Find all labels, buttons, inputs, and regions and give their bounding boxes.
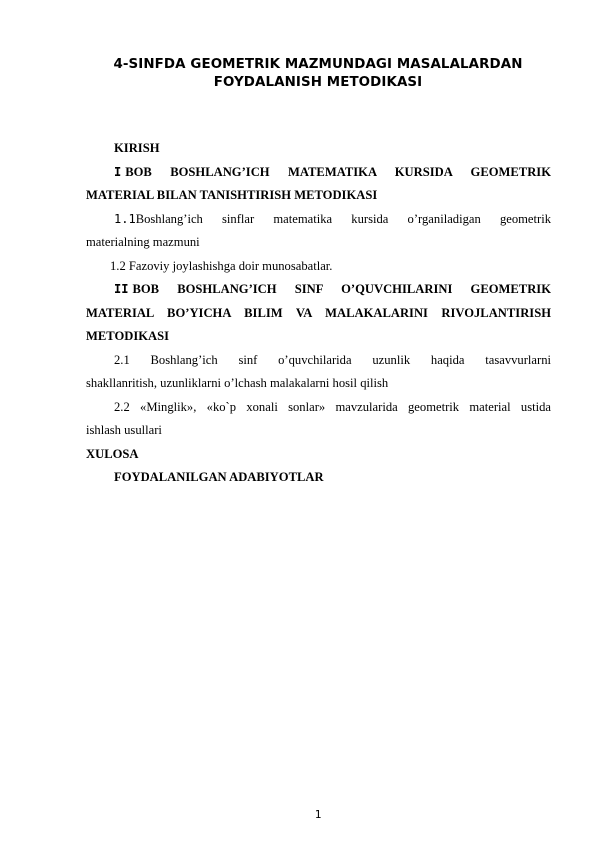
chapter-2-number: II (114, 282, 129, 296)
table-of-contents (86, 137, 551, 490)
chapter-2-heading-line-1: BOB BOSHLANG’ICH SINF O’QUVCHILARINI GEOMETRIK (132, 282, 551, 296)
section-1-1-number: 1.1 (114, 211, 136, 226)
document-title (80, 56, 556, 92)
chapter-1-heading-line-1: BOB BOSHLANG’ICH MATEMATIKA KURSIDA GEOMETRIK (125, 164, 551, 179)
toc-section-2-1: 2.1 Boshlang’ich sinf o’quvchilarida uzunlik haqida tasavvurlarni (114, 352, 551, 367)
section-2-2-title-line-2: ishlash usullari (86, 423, 162, 437)
toc-section-1-1 (86, 208, 551, 232)
section-1-1-title-line-2: materialning mazmuni (86, 235, 200, 249)
title-line-2: FOYDALANISH METODIKASI (213, 75, 423, 90)
toc-chapter-1-heading (86, 161, 551, 185)
page-number: 1 (314, 808, 322, 821)
toc-conclusion: XULOSA (86, 446, 139, 461)
toc-section-2-2: 2.2 «Minglik», «ko`p xonali sonlar» mavzularida geometrik material ustida (114, 399, 551, 414)
chapter-1-heading-line-2: MATERIAL BILAN TANISHTIRISH METODIKASI (86, 188, 378, 202)
section-1-1-title-line-1: Boshlang’ich sinflar matematika kursida o’rganiladigan geometrik (135, 211, 551, 226)
toc-section-1-2: 1.2 Fazoviy joylashishga doir munosabatlar. (110, 258, 333, 273)
chapter-2-heading-line-3: METODIKASI (86, 329, 170, 343)
title-line-1: 4-SINFDA GEOMETRIK MAZMUNDAGI MASALALARDAN (113, 57, 523, 72)
section-2-1-title-line-2: shakllanritish, uzunliklarni o’lchash malakalarni hosil qilish (86, 376, 389, 390)
toc-references: FOYDALANILGAN ADABIYOTLAR (114, 470, 324, 484)
toc-intro: KIRISH (114, 141, 160, 155)
toc-chapter-2-heading (86, 278, 551, 302)
chapter-1-number: I (114, 164, 122, 179)
chapter-2-heading-line-2: MATERIAL BO’YICHA BILIM VA MALAKALARINI RIVOJLANTIRISH (86, 305, 551, 320)
